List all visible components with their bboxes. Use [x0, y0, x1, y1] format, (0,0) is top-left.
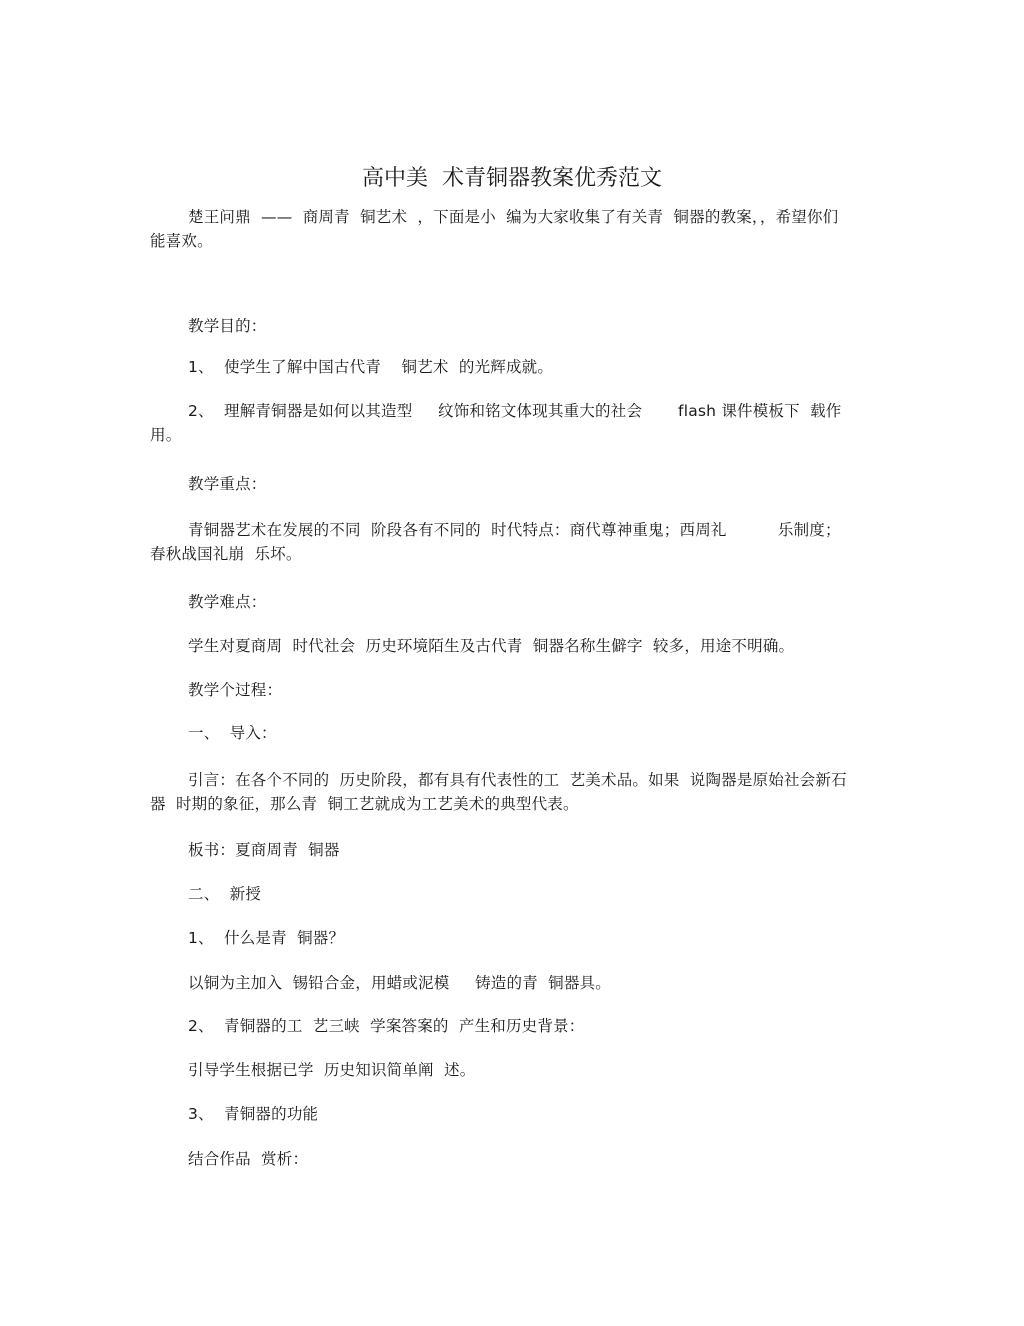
question-item-2: 2、 青铜器的工 艺三峡 学案答案的 产生和历史背景： [188, 1017, 585, 1035]
goal-item-2: 2、 理解青铜器是如何以其造型 纹饰和铭文体现其重大的社会 flash 课件模板下 载作用。 [150, 402, 842, 444]
question-item-1: 1、 什么是青 铜器？ [188, 929, 345, 947]
heading-teaching-goals: 教学目的： [188, 317, 267, 335]
answer-paragraph-1: 以铜为主加入 锡铅合金，用蜡或泥模 铸造的青 铜器具。 [188, 974, 611, 992]
document-title: 高中美 术青铜器教案优秀范文 [362, 166, 662, 191]
heading-key-points: 教学重点： [188, 475, 267, 493]
question-item-3: 3、 青铜器的功能 [188, 1105, 319, 1123]
key-points-paragraph: 青铜器艺术在发展的不同 阶段各有不同的 时代特点：商代尊神重鬼；西周礼 乐制度；春秋战国礼崩 乐坏。 [150, 521, 841, 563]
difficulties-paragraph: 学生对夏商周 时代社会 历史环境陌生及古代青 铜器名称生僻字 较多，用途不明确。 [188, 637, 795, 655]
section-intro-heading: 一、 导入： [188, 724, 277, 742]
appreciation-paragraph: 结合作品 赏析： [188, 1150, 309, 1168]
blackboard-note: 板书：夏商周青 铜器 [188, 841, 340, 859]
section-new-lesson-heading: 二、 新授 [188, 885, 262, 903]
goal-item-1: 1、 使学生了解中国古代青 铜艺术 的光辉成就。 [188, 358, 554, 376]
heading-difficulties: 教学难点： [188, 593, 267, 611]
answer-paragraph-2: 引导学生根据已学 历史知识简单阐 述。 [188, 1061, 476, 1079]
heading-process: 教学个过程： [188, 681, 283, 699]
intro-paragraph: 楚王问鼎 —— 商周青 铜艺术 ，下面是小 编为大家收集了有关青 铜器的教案，，希望你们能喜欢。 [150, 208, 839, 250]
intro-text-paragraph: 引言：在各个不同的 历史阶段，都有具有代表性的工 艺美术品。如果 说陶器是原始社会新石器 时期的象征，那么青 铜工艺就成为工艺美术的典型代表。 [150, 771, 847, 813]
